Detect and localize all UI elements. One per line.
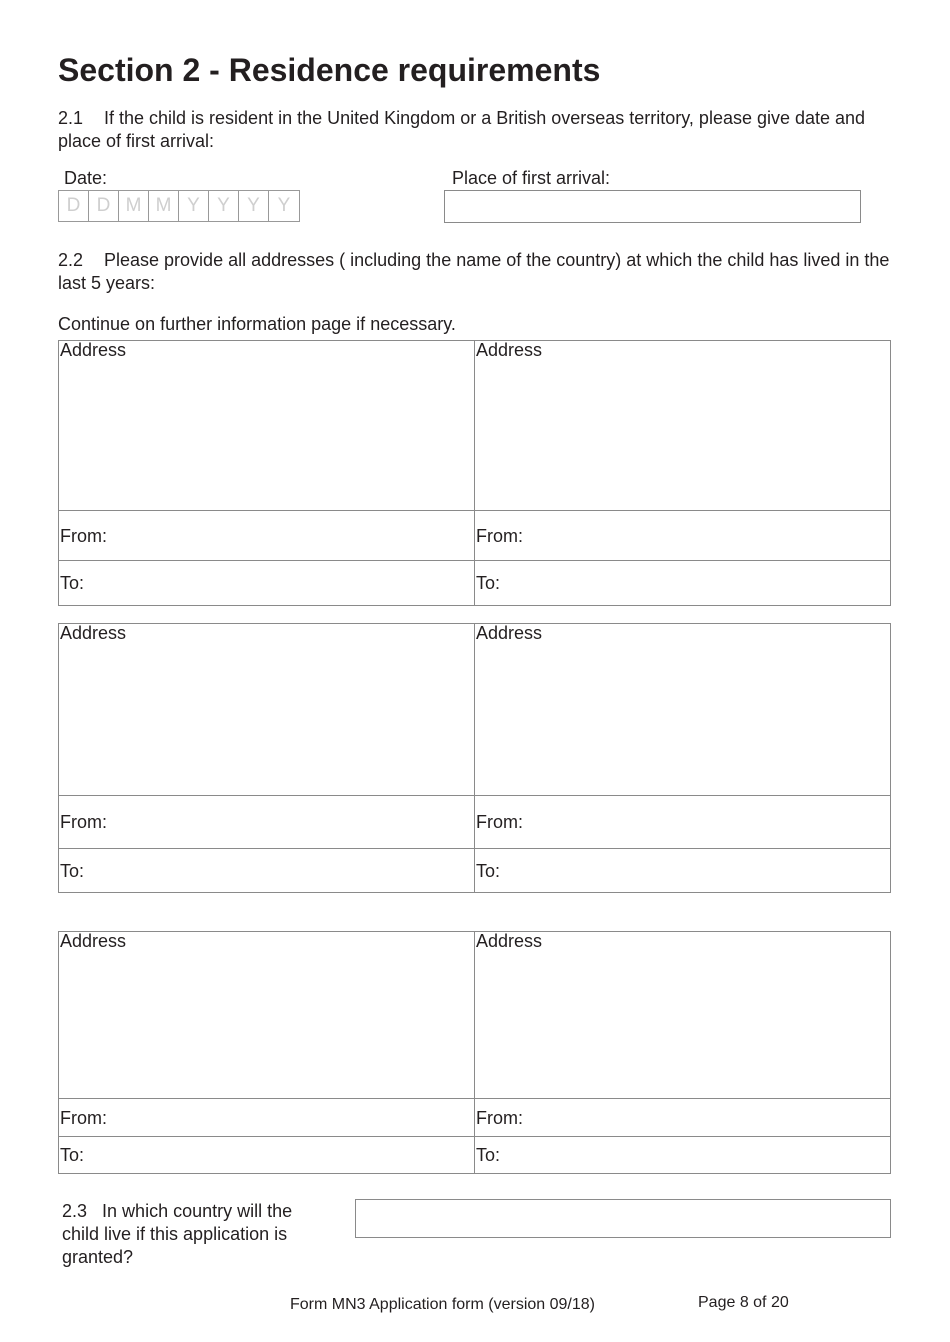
address-table-3 bbox=[58, 931, 891, 1174]
question-2-3 bbox=[62, 1200, 332, 1269]
from-field[interactable] bbox=[59, 796, 475, 849]
to-field[interactable] bbox=[475, 849, 891, 893]
question-2-2 bbox=[58, 249, 898, 295]
to-label: To: bbox=[476, 860, 501, 881]
question-2-1 bbox=[58, 107, 898, 153]
from-field[interactable] bbox=[59, 511, 475, 561]
continue-note: Continue on further information page if necessary. bbox=[58, 314, 456, 334]
address-table-1 bbox=[58, 340, 891, 606]
from-label: From: bbox=[476, 525, 523, 546]
from-field[interactable] bbox=[475, 1099, 891, 1137]
to-label: To: bbox=[60, 860, 85, 881]
address-label: Address bbox=[60, 623, 127, 643]
date-year-box-2[interactable]: Y bbox=[209, 191, 239, 221]
date-year-box-1[interactable]: Y bbox=[179, 191, 209, 221]
to-field[interactable] bbox=[475, 1137, 891, 1174]
address-label: Address bbox=[476, 931, 543, 951]
to-label: To: bbox=[476, 1145, 501, 1165]
to-field[interactable] bbox=[59, 561, 475, 606]
section-title: Section 2 - Residence requirements bbox=[58, 52, 601, 88]
from-label: From: bbox=[60, 812, 107, 832]
date-of-arrival-input[interactable] bbox=[58, 190, 300, 222]
to-field[interactable] bbox=[475, 561, 891, 606]
date-year-box-4[interactable]: Y bbox=[277, 195, 291, 216]
from-field[interactable] bbox=[475, 511, 891, 561]
address-label: Address bbox=[60, 340, 127, 360]
from-label: From: bbox=[60, 525, 107, 546]
place-of-arrival-input[interactable] bbox=[444, 190, 861, 223]
to-label: To: bbox=[60, 1145, 85, 1165]
from-label: From: bbox=[476, 812, 523, 832]
question-2-3-number: 2.3 bbox=[62, 1201, 88, 1221]
address-label: Address bbox=[476, 623, 543, 643]
date-month-box-1[interactable]: M bbox=[119, 191, 149, 221]
footer-form-name: Form MN3 Application form (version 09/18) bbox=[290, 1296, 595, 1313]
to-field[interactable] bbox=[59, 1137, 475, 1174]
question-2-1-text: If the child is resident in the United Kingdom or a British overseas territory, please give date and place of first arrival: bbox=[58, 108, 866, 151]
address-field[interactable] bbox=[59, 624, 475, 796]
address-table-2 bbox=[58, 623, 891, 893]
address-label: Address bbox=[476, 340, 543, 360]
to-field[interactable] bbox=[59, 849, 475, 893]
future-country-input[interactable] bbox=[355, 1199, 891, 1238]
question-2-2-text: Please provide all addresses ( including the name of the country) at which the child has lived in the last 5 years: bbox=[58, 250, 890, 293]
from-field[interactable] bbox=[59, 1099, 475, 1137]
question-2-3-text: In which country will the child live if this application is granted? bbox=[62, 1201, 293, 1267]
address-field[interactable] bbox=[59, 341, 475, 511]
date-year-box-3[interactable]: Y bbox=[239, 191, 269, 221]
place-of-arrival-label: Place of first arrival: bbox=[452, 168, 611, 188]
from-label: From: bbox=[60, 1107, 107, 1128]
from-label: From: bbox=[476, 1107, 523, 1128]
address-field[interactable] bbox=[59, 932, 475, 1099]
from-field[interactable] bbox=[475, 796, 891, 849]
address-label: Address bbox=[60, 931, 127, 951]
address-field[interactable] bbox=[475, 932, 891, 1099]
address-field[interactable] bbox=[475, 624, 891, 796]
date-label: Date: bbox=[64, 168, 108, 188]
question-2-1-number: 2.1 bbox=[58, 108, 84, 128]
to-label: To: bbox=[476, 573, 501, 593]
date-month-box-2[interactable]: M bbox=[149, 191, 179, 221]
question-2-2-number: 2.2 bbox=[58, 250, 84, 270]
address-field[interactable] bbox=[475, 341, 891, 511]
to-label: To: bbox=[60, 573, 85, 593]
date-day-box-2[interactable]: D bbox=[89, 191, 119, 221]
footer-page-number: Page 8 of 20 bbox=[698, 1294, 789, 1311]
date-day-box-1[interactable]: D bbox=[59, 191, 89, 221]
